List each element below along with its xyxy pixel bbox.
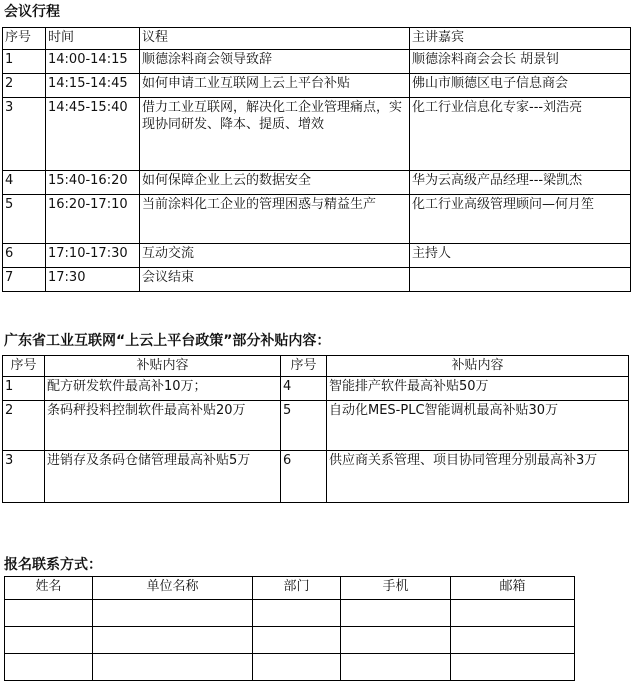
agenda-cell-time: 15:40-16:20 xyxy=(46,171,140,195)
registration-header-department: 部门 xyxy=(253,577,341,600)
subsidy-header-no-left: 序号 xyxy=(3,356,45,377)
agenda-cell-no: 4 xyxy=(3,171,46,195)
agenda-cell-no: 2 xyxy=(3,74,46,98)
registration-cell-phone[interactable] xyxy=(341,600,451,627)
agenda-row xyxy=(3,74,631,98)
subsidy-row xyxy=(3,401,629,451)
registration-cell-email[interactable] xyxy=(451,600,575,627)
agenda-row xyxy=(3,98,631,171)
registration-row xyxy=(5,627,575,654)
subsidy-table xyxy=(2,355,629,503)
subsidy-header-content-left: 补贴内容 xyxy=(45,356,281,377)
agenda-cell-speaker: 主持人 xyxy=(410,244,631,268)
registration-header-name: 姓名 xyxy=(5,577,93,600)
agenda-cell-no: 5 xyxy=(3,195,46,244)
registration-table xyxy=(4,576,575,681)
registration-cell-phone[interactable] xyxy=(341,654,451,681)
subsidy-title: 广东省工业互联网“上云上平台政策”部分补贴内容： xyxy=(4,333,331,349)
agenda-cell-topic: 如何申请工业互联网上云上平台补贴 xyxy=(140,74,410,98)
registration-cell-department[interactable] xyxy=(253,627,341,654)
agenda-cell-no: 6 xyxy=(3,244,46,268)
registration-cell-company[interactable] xyxy=(93,654,253,681)
agenda-row xyxy=(3,268,631,292)
registration-cell-phone[interactable] xyxy=(341,627,451,654)
agenda-cell-time: 17:30 xyxy=(46,268,140,292)
subsidy-cell-content: 自动化MES-PLC智能调机最高补贴30万 xyxy=(327,401,629,451)
registration-row xyxy=(5,654,575,681)
agenda-table xyxy=(2,27,631,292)
agenda-cell-topic: 如何保障企业上云的数据安全 xyxy=(140,171,410,195)
agenda-cell-speaker: 佛山市顺德区电子信息商会 xyxy=(410,74,631,98)
subsidy-header-row xyxy=(3,356,629,377)
registration-header-company: 单位名称 xyxy=(93,577,253,600)
agenda-row xyxy=(3,195,631,244)
agenda-cell-speaker: 华为云高级产品经理---梁凯杰 xyxy=(410,171,631,195)
subsidy-cell-no: 4 xyxy=(281,377,327,401)
subsidy-cell-content: 进销存及条码仓储管理最高补贴5万 xyxy=(45,451,281,503)
registration-cell-department[interactable] xyxy=(253,600,341,627)
agenda-cell-time: 14:00-14:15 xyxy=(46,50,140,74)
subsidy-cell-content: 智能排产软件最高补贴50万 xyxy=(327,377,629,401)
agenda-cell-topic: 借力工业互联网，解决化工企业管理痛点，实现协同研发、降本、提质、增效 xyxy=(140,98,410,171)
agenda-cell-no: 1 xyxy=(3,50,46,74)
registration-header-row xyxy=(5,577,575,600)
subsidy-row xyxy=(3,451,629,503)
registration-cell-department[interactable] xyxy=(253,654,341,681)
registration-cell-email[interactable] xyxy=(451,654,575,681)
subsidy-cell-content: 条码秤投料控制软件最高补贴20万 xyxy=(45,401,281,451)
agenda-cell-speaker: 化工行业信息化专家---刘浩亮 xyxy=(410,98,631,171)
subsidy-cell-no: 3 xyxy=(3,451,45,503)
registration-cell-name[interactable] xyxy=(5,627,93,654)
agenda-row xyxy=(3,244,631,268)
agenda-cell-time: 14:15-14:45 xyxy=(46,74,140,98)
agenda-cell-speaker: 顺德涂料商会会长 胡景钊 xyxy=(410,50,631,74)
agenda-cell-time: 16:20-17:10 xyxy=(46,195,140,244)
agenda-cell-topic: 当前涂料化工企业的管理困惑与精益生产 xyxy=(140,195,410,244)
agenda-title: 会议行程 xyxy=(4,4,60,20)
registration-cell-email[interactable] xyxy=(451,627,575,654)
agenda-cell-time: 17:10-17:30 xyxy=(46,244,140,268)
subsidy-cell-content: 供应商关系管理、项目协同管理分别最高补3万 xyxy=(327,451,629,503)
subsidy-cell-no: 2 xyxy=(3,401,45,451)
agenda-cell-no: 7 xyxy=(3,268,46,292)
subsidy-row xyxy=(3,377,629,401)
agenda-cell-no: 3 xyxy=(3,98,46,171)
agenda-header-row xyxy=(3,28,631,50)
agenda-header-no: 序号 xyxy=(3,28,46,50)
registration-cell-company[interactable] xyxy=(93,627,253,654)
registration-header-phone: 手机 xyxy=(341,577,451,600)
subsidy-cell-no: 5 xyxy=(281,401,327,451)
registration-title: 报名联系方式： xyxy=(4,557,102,573)
agenda-cell-time: 14:45-15:40 xyxy=(46,98,140,171)
agenda-cell-topic: 互动交流 xyxy=(140,244,410,268)
agenda-cell-topic: 顺德涂料商会领导致辞 xyxy=(140,50,410,74)
agenda-cell-speaker: 化工行业高级管理顾问—何月笙 xyxy=(410,195,631,244)
registration-cell-name[interactable] xyxy=(5,600,93,627)
agenda-header-time: 时间 xyxy=(46,28,140,50)
registration-cell-name[interactable] xyxy=(5,654,93,681)
agenda-header-speaker: 主讲嘉宾 xyxy=(410,28,631,50)
registration-header-email: 邮箱 xyxy=(451,577,575,600)
subsidy-cell-no: 1 xyxy=(3,377,45,401)
registration-cell-company[interactable] xyxy=(93,600,253,627)
subsidy-cell-content: 配方研发软件最高补10万； xyxy=(45,377,281,401)
agenda-cell-topic: 会议结束 xyxy=(140,268,410,292)
subsidy-header-no-right: 序号 xyxy=(281,356,327,377)
agenda-header-topic: 议程 xyxy=(140,28,410,50)
agenda-row xyxy=(3,171,631,195)
subsidy-header-content-right: 补贴内容 xyxy=(327,356,629,377)
agenda-cell-speaker xyxy=(410,268,631,292)
subsidy-cell-no: 6 xyxy=(281,451,327,503)
registration-row xyxy=(5,600,575,627)
agenda-row xyxy=(3,50,631,74)
